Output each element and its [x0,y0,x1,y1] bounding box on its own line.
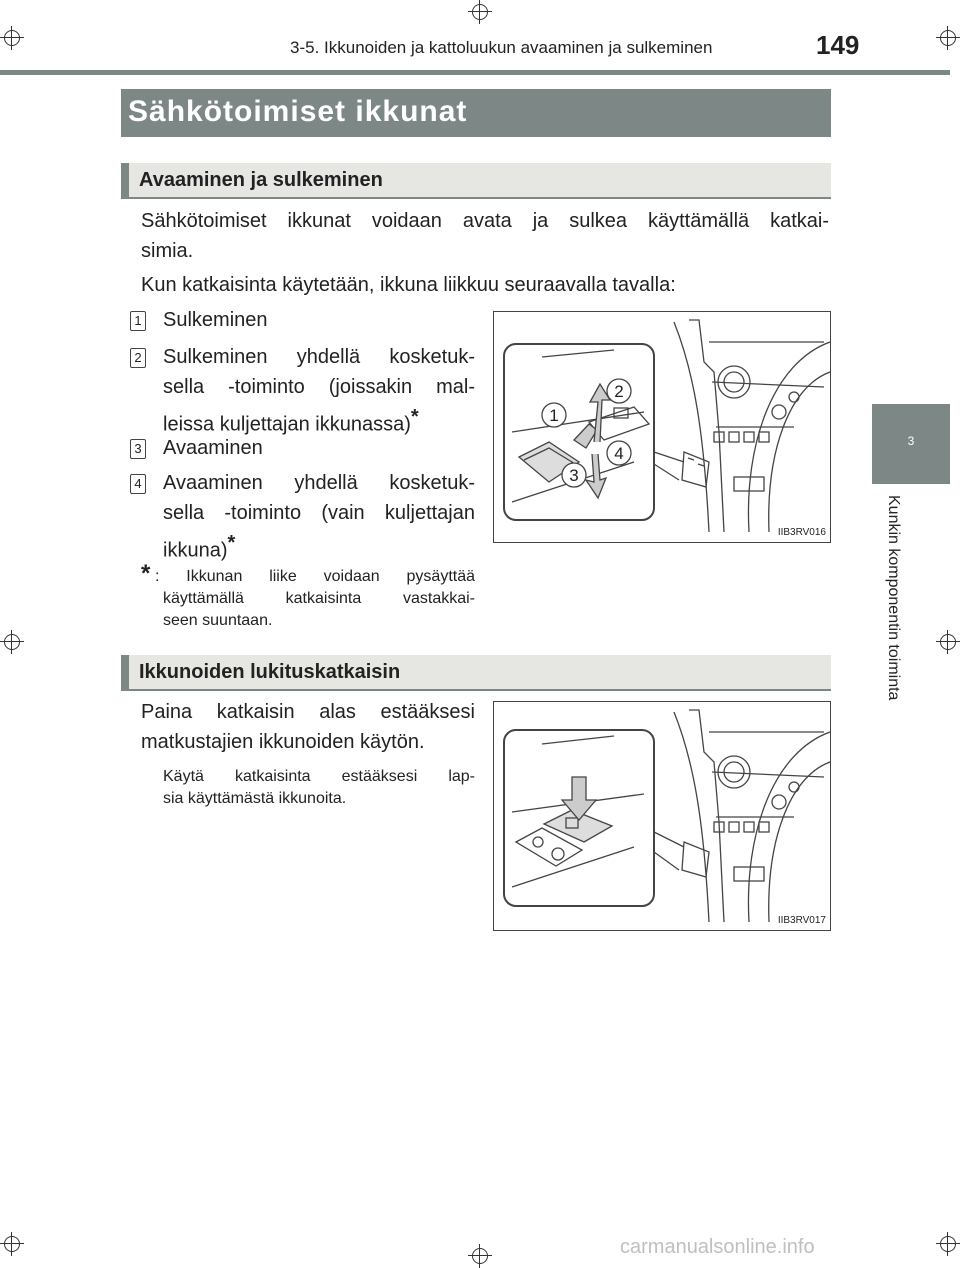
section-heading: Ikkunoiden lukituskatkaisin [139,661,401,683]
chapter-tab-number: 3 [907,434,915,448]
crop-mark-mid-right [936,630,960,654]
watermark: carmanualsonline.info [620,1236,815,1258]
callout-3: 3 [569,466,579,485]
crop-mark-bottom-center [468,1244,492,1268]
lock-switch-drawing [494,702,830,930]
figure-code: IIB3RV016 [777,527,826,538]
lock-text-line-2: matkustajien ikkunoiden käytön. [141,731,425,753]
window-switch-drawing [494,312,830,542]
lock-note-line-1: Käytä katkaisinta estääksesi lap- [163,768,475,785]
item-number: 2 [130,348,146,368]
lock-note-line-2: sia käyttämästä ikkunoita. [163,790,347,807]
intro-paragraph-2: Kun katkaisinta käytetään, ikkuna liikkuu seuraavalla tavalla: [141,274,676,296]
page-number: 149 [816,30,860,60]
footnote-mark: * [141,560,151,587]
list-item: Sulkeminen yhdellä kosketuk- [163,346,475,368]
list-item: Avaaminen [163,437,263,459]
crop-mark-top-center [468,0,492,24]
intro-line-2: simia. [141,240,194,262]
figure-code: IIB3RV017 [777,915,826,926]
footnote-line: seen suuntaan. [163,612,273,629]
callout-4: 4 [614,444,624,463]
callout-2: 2 [614,382,624,401]
crop-mark-top-right [936,26,960,50]
crop-mark-top-left [0,26,24,50]
lock-text-line-1: Paina katkaisin alas estääksesi [141,701,475,723]
chapter-tab-label-wrap [882,495,906,745]
intro-line-1: Sähkötoimiset ikkunat voidaan avata ja sulkea käyttämällä katkai- [141,210,829,232]
window-switch-illustration [493,311,831,543]
page-title: Sähkötoimiset ikkunat [128,95,468,128]
footnote-line: : Ikkunan liike voidaan pysäyttää [155,568,475,585]
footnote-asterisk: * [410,406,419,428]
crop-mark-bottom-right [936,1232,960,1256]
crop-mark-mid-left [0,630,24,654]
section-heading-bar [121,655,831,691]
footnote-line: käyttämällä katkaisinta vastakkai- [163,590,475,607]
item-number: 1 [130,311,146,331]
list-item: sella -toiminto (joissakin mal- [163,376,475,398]
item-number: 3 [130,439,146,459]
section-heading-bar [121,163,831,199]
list-item: leissa kuljettajan ikkunassa)* [163,406,419,436]
chapter-tab-label: Kunkin komponentin toiminta [885,495,902,701]
section-heading: Avaaminen ja sulkeminen [139,169,383,191]
lock-switch-illustration [493,701,831,931]
item-number: 4 [130,474,146,494]
header-rule [0,70,950,75]
crop-mark-bottom-left [0,1232,24,1256]
chapter-header: 3-5. Ikkunoiden ja kattoluukun avaaminen ja sulkeminen [290,38,713,57]
list-item: ikkuna)* [163,532,236,562]
callout-1: 1 [549,406,559,425]
footnote-asterisk: * [227,532,236,554]
list-item: Sulkeminen [163,309,268,331]
list-item: sella -toiminto (vain kuljettajan [163,502,475,524]
list-item: Avaaminen yhdellä kosketuk- [163,472,475,494]
